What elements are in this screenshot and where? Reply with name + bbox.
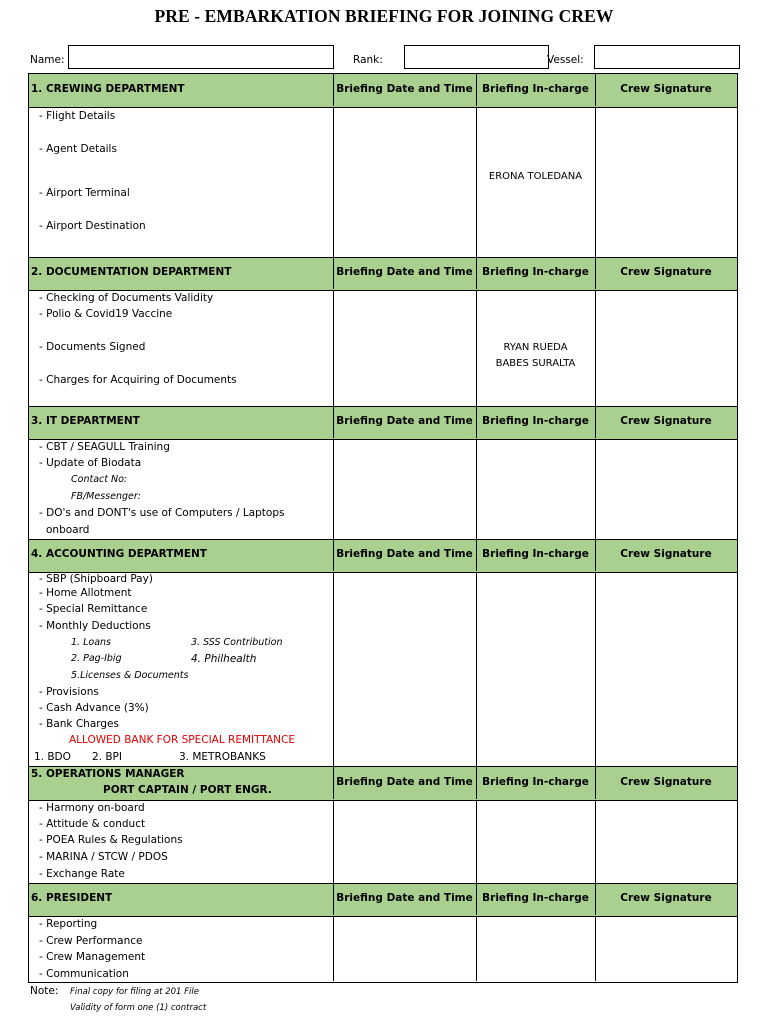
section-header-documentation <box>29 257 737 291</box>
deduction-item: 5.Licenses & Documents <box>71 670 189 681</box>
list-item: - Documents Signed <box>39 341 146 353</box>
section-title: 6. PRESIDENT <box>31 892 113 904</box>
col-signature-header: Crew Signature <box>620 415 712 427</box>
deduction-item: 3. SSS Contribution <box>191 637 283 648</box>
list-item: - Update of Biodata <box>39 457 142 469</box>
list-item: - Checking of Documents Validity <box>39 292 214 304</box>
list-item: - Polio & Covid19 Vaccine <box>39 308 173 320</box>
list-item: - Provisions <box>39 686 99 698</box>
list-item: - Crew Management <box>39 951 146 963</box>
bank-item: 3. METROBANKS <box>179 751 266 763</box>
col-signature-header: Crew Signature <box>620 83 712 95</box>
list-item: - Airport Destination <box>39 220 146 232</box>
col-date-header: Briefing Date and Time <box>336 892 473 904</box>
allowed-bank-note: ALLOWED BANK FOR SPECIAL REMITTANCE <box>69 734 295 746</box>
section-title: 4. ACCOUNTING DEPARTMENT <box>31 548 207 560</box>
name-label: Name: <box>30 54 65 66</box>
incharge-name: RYAN RUEDA <box>503 342 568 353</box>
fb-messenger-label: FB/Messenger: <box>71 491 141 502</box>
section-title: 2. DOCUMENTATION DEPARTMENT <box>31 266 232 278</box>
col-date-header: Briefing Date and Time <box>336 415 473 427</box>
section-header-accounting <box>29 539 737 573</box>
section-header-it <box>29 406 737 440</box>
list-item: - Monthly Deductions <box>39 620 151 632</box>
list-item: - CBT / SEAGULL Training <box>39 441 170 453</box>
list-item: - MARINA / STCW / PDOS <box>39 851 168 863</box>
bank-item: 2. BPI <box>92 751 122 763</box>
col-signature-header: Crew Signature <box>620 892 712 904</box>
rank-field[interactable] <box>404 45 549 69</box>
section-subtitle: PORT CAPTAIN / PORT ENGR. <box>103 784 272 796</box>
section-title: 1. CREWING DEPARTMENT <box>31 83 185 95</box>
section-header-president <box>29 883 737 917</box>
list-item: - SBP (Shipboard Pay) <box>39 573 153 585</box>
list-item: - Communication <box>39 968 129 980</box>
col-incharge-header: Briefing In-charge <box>482 548 589 560</box>
list-item: - Reporting <box>39 918 98 930</box>
deduction-item: 4. Philhealth <box>191 653 257 665</box>
col-incharge-header: Briefing In-charge <box>482 266 589 278</box>
incharge-name: ERONA TOLEDANA <box>488 171 583 182</box>
col-date-header: Briefing Date and Time <box>336 776 473 788</box>
list-item: - Home Allotment <box>39 587 132 599</box>
col-incharge-header: Briefing In-charge <box>482 776 589 788</box>
briefing-table <box>28 73 738 983</box>
rank-label: Rank: <box>353 54 383 66</box>
note-label: Note: <box>30 985 59 997</box>
form-title: PRE - EMBARKATION BRIEFING FOR JOINING CREW <box>154 6 614 26</box>
list-item: - Agent Details <box>39 143 117 155</box>
list-item: - Flight Details <box>39 110 116 122</box>
note-line: Final copy for filing at 201 File <box>70 987 200 997</box>
list-item: - POEA Rules & Regulations <box>39 834 183 846</box>
list-item: - Attitude & conduct <box>39 818 146 830</box>
col-signature-header: Crew Signature <box>620 266 712 278</box>
col-date-header: Briefing Date and Time <box>336 266 473 278</box>
note-line: Validity of form one (1) contract <box>70 1003 207 1013</box>
col-incharge-header: Briefing In-charge <box>482 415 589 427</box>
name-field[interactable] <box>68 45 334 69</box>
col-date-header: Briefing Date and Time <box>336 548 473 560</box>
section-header-crewing <box>29 74 737 108</box>
col-date-header: Briefing Date and Time <box>336 83 473 95</box>
contact-no-label: Contact No: <box>71 474 128 485</box>
bank-item: 1. BDO <box>34 751 71 763</box>
deduction-item: 2. Pag-Ibig <box>71 653 122 664</box>
col-signature-header: Crew Signature <box>620 548 712 560</box>
list-item: - Harmony on-board <box>39 802 145 814</box>
list-item: - Crew Performance <box>39 935 143 947</box>
incharge-name: BABES SURALTA <box>495 358 576 369</box>
list-item: - Cash Advance (3%) <box>39 702 149 714</box>
section-title: 3. IT DEPARTMENT <box>31 415 140 427</box>
section-title: 5. OPERATIONS MANAGER <box>31 768 185 780</box>
list-item: - Bank Charges <box>39 718 119 730</box>
col-incharge-header: Briefing In-charge <box>482 83 589 95</box>
vessel-label: Vessel: <box>547 54 584 66</box>
vessel-field[interactable] <box>594 45 740 69</box>
list-item: - Exchange Rate <box>39 868 125 880</box>
col-signature-header: Crew Signature <box>620 776 712 788</box>
deduction-item: 1. Loans <box>71 637 111 648</box>
list-item: - DO's and DONT's use of Computers / Laptops <box>39 507 285 519</box>
col-incharge-header: Briefing In-charge <box>482 892 589 904</box>
list-item: onboard <box>46 524 90 536</box>
list-item: - Charges for Acquiring of Documents <box>39 374 237 386</box>
section-header-operations <box>29 766 737 801</box>
list-item: - Special Remittance <box>39 603 148 615</box>
list-item: - Airport Terminal <box>39 187 130 199</box>
